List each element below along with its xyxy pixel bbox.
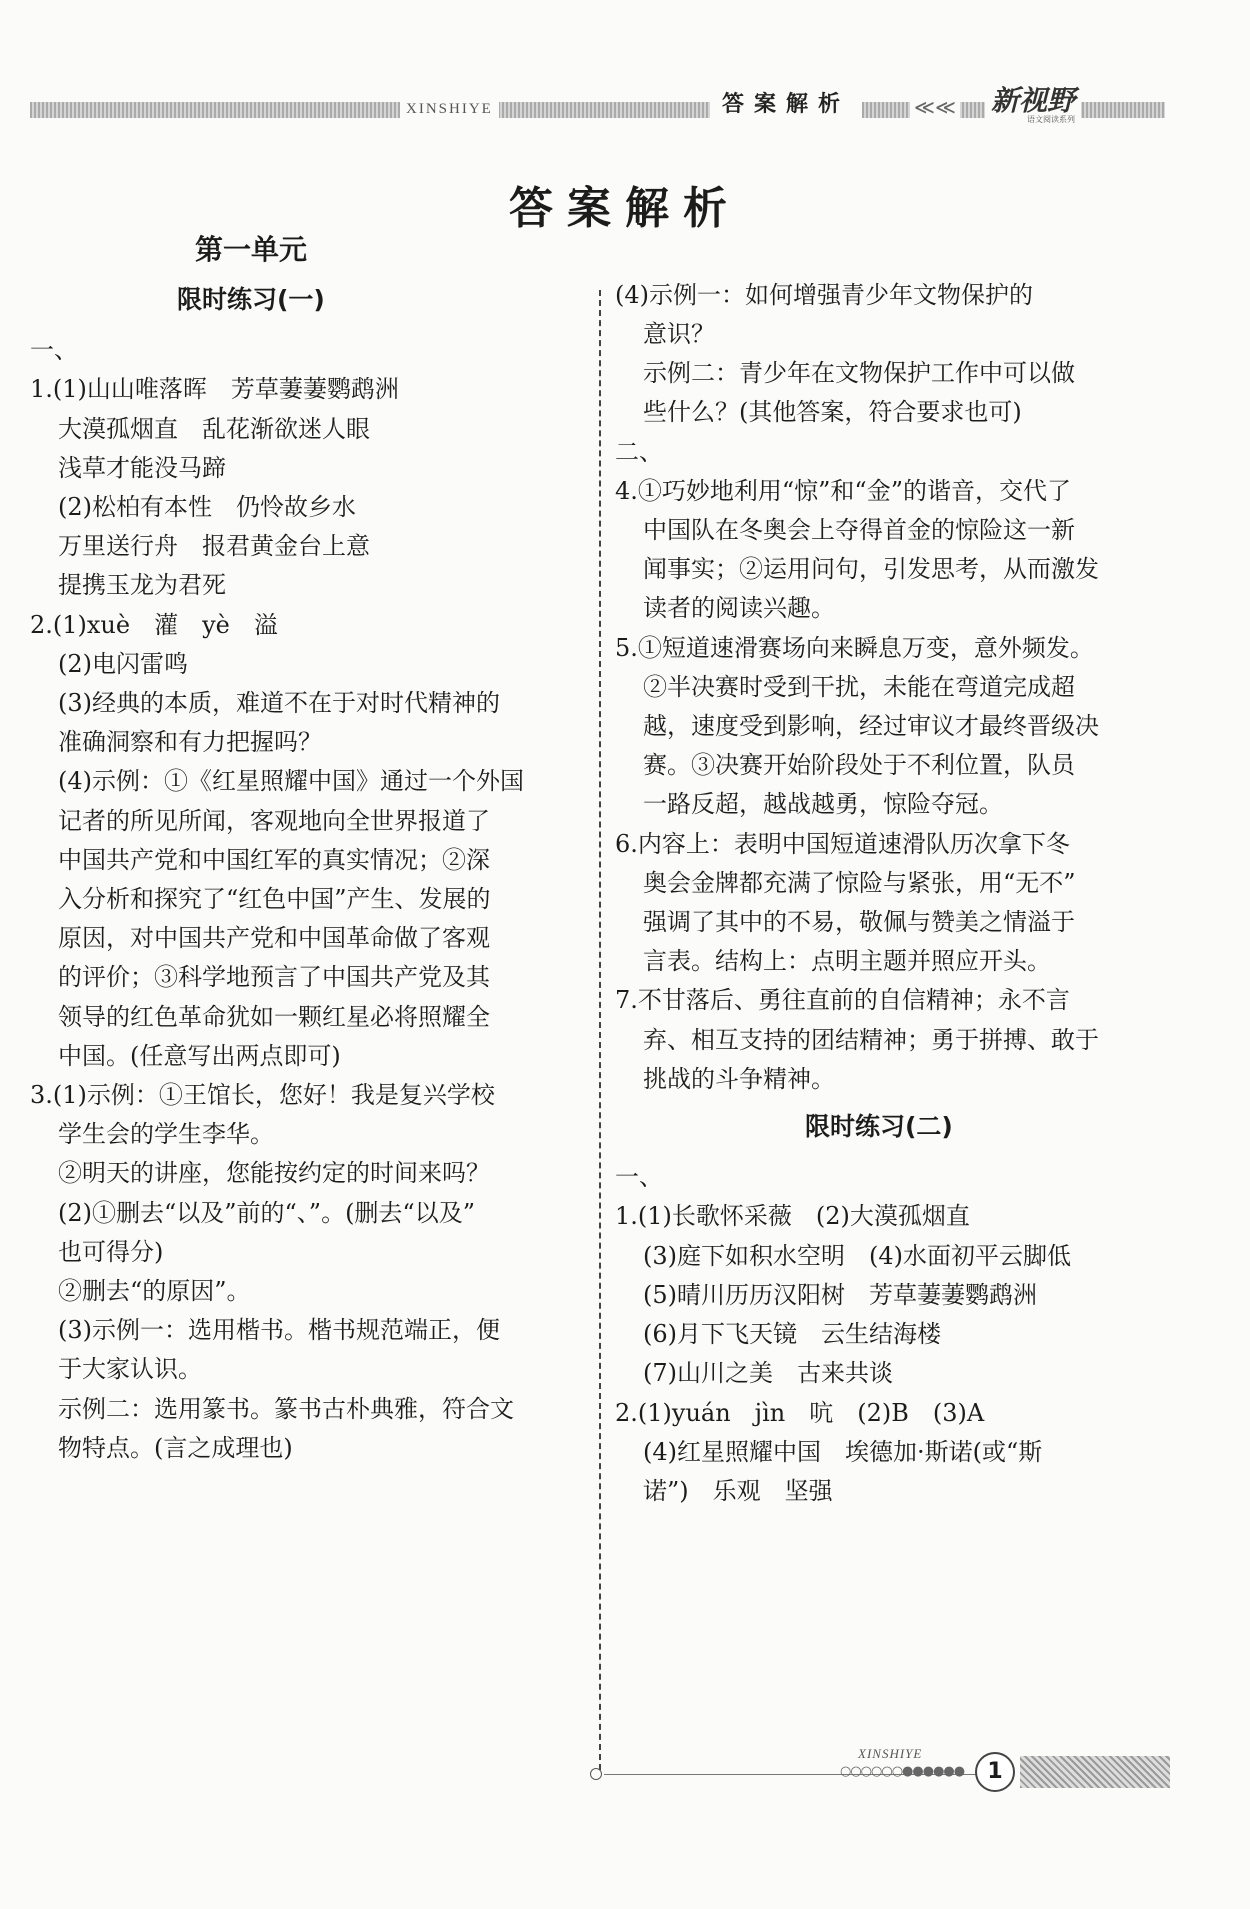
answer-line: 入分析和探究了“红色中国”产生、发展的 [58, 885, 491, 913]
answer-line: ②删去“的原因”。 [58, 1277, 251, 1305]
header-brand: XINSHIYE [400, 96, 499, 122]
answer-line: 物特点。(言之成理也) [58, 1434, 293, 1462]
answer-line: ②半决赛时受到干扰，未能在弯道完成超 [643, 673, 1075, 701]
column-divider [599, 290, 601, 1770]
answer-line: 1.(1)山山唯落晖 芳草萋萋鹦鹉洲 [30, 375, 399, 403]
answer-line: 意识？ [643, 320, 715, 348]
answer-line: 示例二：青少年在文物保护工作中可以做 [643, 359, 1075, 387]
answer-line: 中国。(任意写出两点即可) [58, 1042, 341, 1070]
answer-line: 6.内容上：表明中国短道速滑队历次拿下冬 [615, 830, 1070, 858]
answer-line: 奥会金牌都充满了惊险与紧张，用“无不” [643, 869, 1076, 897]
answer-line: 示例二：选用篆书。篆书古朴典雅，符合文 [58, 1395, 514, 1423]
answer-line: (3)经典的本质，难道不在于对时代精神的 [58, 689, 500, 717]
footer-brand: XINSHIYE [858, 1746, 923, 1761]
answer-line: 强调了其中的不易，敬佩与赞美之情溢于 [643, 908, 1075, 936]
answer-line: 些什么？(其他答案，符合要求也可) [643, 398, 1022, 426]
brand-logo [985, 86, 1081, 126]
answer-line: 越，速度受到影响，经过审议才最终晋级决 [643, 712, 1099, 740]
footer-hatch [1020, 1756, 1170, 1788]
logo-text: 新视野 [991, 84, 1076, 117]
logo-subtitle: 语文阅读系列 [1027, 115, 1076, 124]
section-title: 限时练习(一) [177, 285, 325, 314]
answer-line: (4)红星照耀中国 埃德加·斯诺(或“斯 [643, 1438, 1043, 1466]
answer-line: 提携玉龙为君死 [58, 571, 226, 599]
answer-line: 挑战的斗争精神。 [643, 1065, 835, 1093]
answer-line: 5.①短道速滑赛场向来瞬息万变，意外频发。 [615, 634, 1094, 662]
answer-line: 赛。③决赛开始阶段处于不利位置，队员 [643, 751, 1075, 779]
answer-line: (5)晴川历历汉阳树 芳草萋萋鹦鹉洲 [643, 1281, 1037, 1309]
answer-line: 学生会的学生李华。 [58, 1120, 274, 1148]
circle-icon [590, 1768, 602, 1780]
part-heading: 一、 [615, 1163, 663, 1191]
answer-line: 言表。结构上：点明主题并照应开头。 [643, 947, 1051, 975]
answer-line: 1.(1)长歌怀采薇 (2)大漠孤烟直 [615, 1202, 970, 1230]
dots-decoration: ○○○○○○●●●●●● [840, 1764, 965, 1779]
chevron-left-icon: ≪≪ [910, 92, 960, 122]
part-heading: 一、 [30, 336, 78, 364]
answer-line: 也可得分) [58, 1238, 164, 1266]
answer-line: 诺”) 乐观 坚强 [643, 1477, 833, 1505]
answer-line: (4)示例一：如何增强青少年文物保护的 [615, 281, 1033, 309]
page-footer [590, 1746, 1170, 1790]
answer-line: 3.(1)示例：①王馆长，您好！我是复兴学校 [30, 1081, 495, 1109]
answer-line: 4.①巧妙地利用“惊”和“金”的谐音，交代了 [615, 477, 1071, 505]
answer-line: 记者的所见所闻，客观地向全世界报道了 [58, 807, 490, 835]
answer-line: (7)山川之美 古来共谈 [643, 1359, 893, 1387]
answer-line: 原因，对中国共产党和中国革命做了客观 [58, 924, 490, 952]
header-title: 答案解析 [710, 88, 862, 122]
answer-line: 2.(1)xuè 灌 yè 溢 [30, 611, 278, 639]
answer-line: 7.不甘落后、勇往直前的自信精神；永不言 [615, 986, 1070, 1014]
answer-line: (2)①删去“以及”前的“、”。(删去“以及” [58, 1199, 475, 1227]
answer-line: 中国共产党和中国红军的真实情况；②深 [58, 846, 490, 874]
section-title: 限时练习(二) [805, 1112, 953, 1141]
answer-line: 中国队在冬奥会上夺得首金的惊险这一新 [643, 516, 1075, 544]
answer-line: (3)庭下如积水空明 (4)水面初平云脚低 [643, 1242, 1071, 1270]
answer-line: 弃、相互支持的团结精神；勇于拼搏、敢于 [643, 1026, 1099, 1054]
answer-line: (6)月下飞天镜 云生结海楼 [643, 1320, 941, 1348]
answer-line: (2)电闪雷鸣 [58, 650, 188, 678]
answer-line: ②明天的讲座，您能按约定的时间来吗？ [58, 1159, 490, 1187]
answer-line: 领导的红色革命犹如一颗红星必将照耀全 [58, 1003, 490, 1031]
answer-line: 一路反超，越战越勇，惊险夺冠。 [643, 790, 1003, 818]
part-heading: 二、 [615, 438, 663, 466]
answer-line: 浅草才能没马蹄 [58, 454, 226, 482]
page-title: 答案解析 [509, 183, 741, 234]
answer-line: (4)示例：①《红星照耀中国》通过一个外国 [58, 767, 524, 795]
answer-line: 万里送行舟 报君黄金台上意 [58, 532, 370, 560]
answer-line: 的评价；③科学地预言了中国共产党及其 [58, 963, 490, 991]
answer-line: 2.(1)yuán jìn 吭 (2)B (3)A [615, 1399, 985, 1427]
answer-line: 闻事实；②运用问句，引发思考，从而激发 [643, 555, 1099, 583]
page-number: 1 [975, 1752, 1015, 1792]
answer-line: (3)示例一：选用楷书。楷书规范端正，便 [58, 1316, 500, 1344]
answer-line: 于大家认识。 [58, 1355, 202, 1383]
answer-line: 读者的阅读兴趣。 [643, 594, 835, 622]
answer-line: (2)松柏有本性 仍怜故乡水 [58, 493, 356, 521]
unit-title: 第一单元 [195, 233, 308, 266]
answer-line: 大漠孤烟直 乱花渐欲迷人眼 [58, 415, 370, 443]
answer-line: 准确洞察和有力把握吗？ [58, 728, 322, 756]
page-header [30, 84, 1165, 124]
